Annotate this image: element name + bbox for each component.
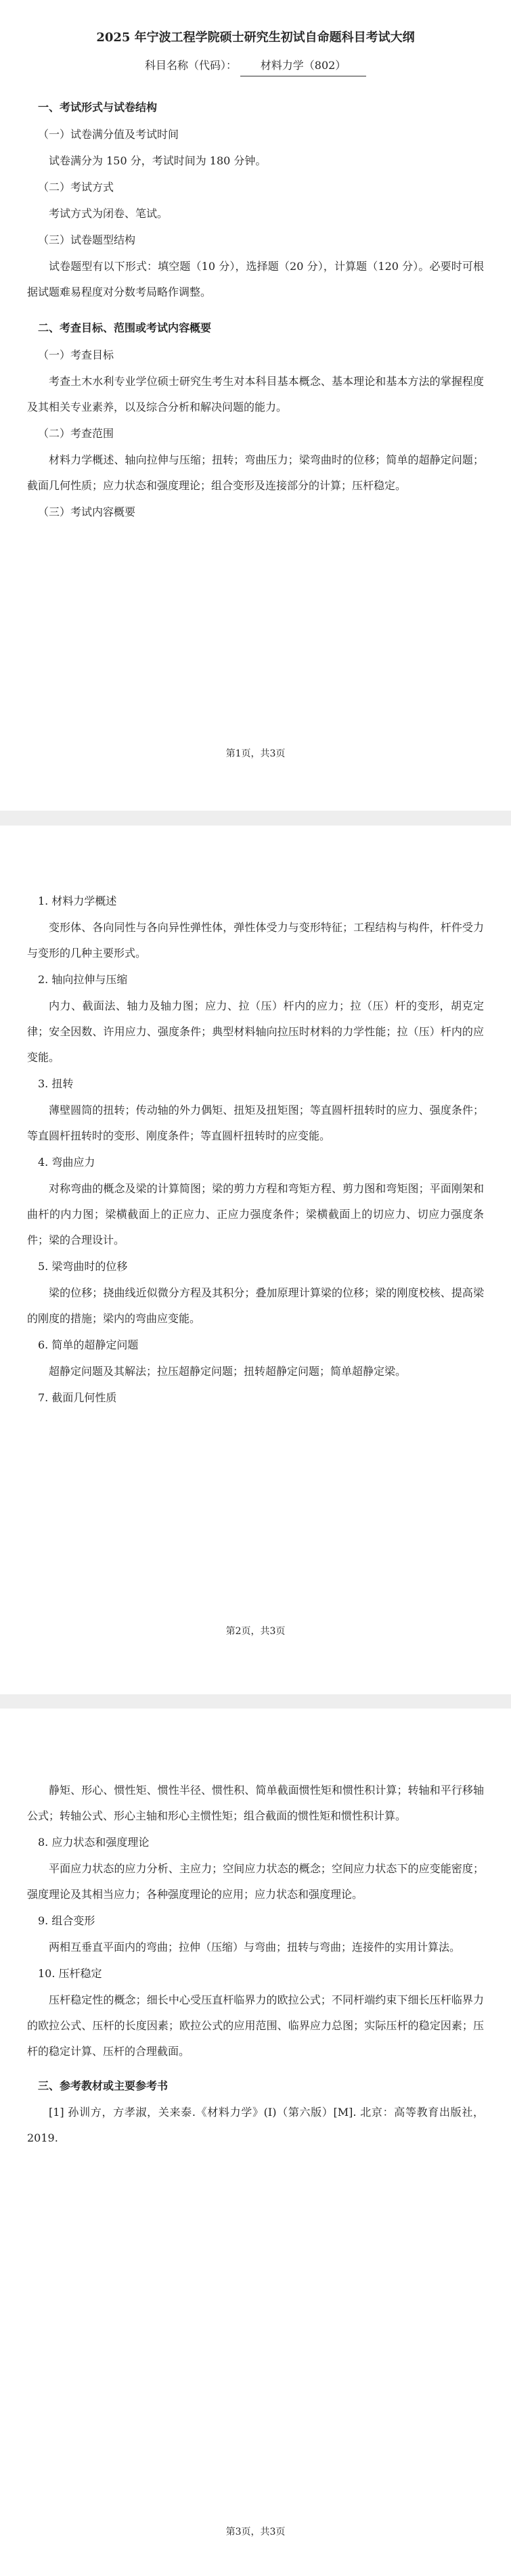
item-10-text: 压杆稳定性的概念；细长中心受压直杆临界力的欧拉公式；不同杆端约束下细长压杆临界力的欧拉公式、压杆的长度因素；欧拉公式的应用范围、临界应力总图；实际压杆的稳定因素；压杆的稳定计算、压杆的合理截面。 xyxy=(27,1993,484,2058)
section-1-2-text: 考试方式为闭卷、笔试。 xyxy=(49,207,169,220)
page-footer: 第3页，共3页 xyxy=(225,2527,286,2537)
section-2-2-text: 材料力学概述、轴向拉伸与压缩；扭转；弯曲压力；梁弯曲时的位移；简单的超静定问题；截面几何性质；应力状态和强度理论；组合变形及连接部分的计算；压杆稳定。 xyxy=(27,453,484,492)
subject-label: 科目名称（代码）： xyxy=(144,59,237,72)
item-4-text: 对称弯曲的概念及梁的计算简图；梁的剪力方程和弯矩方程、剪力图和弯矩图；平面刚架和曲杆的内力图；梁横截面上的正应力、正应力强度条件；梁横截面上的切应力、切应力强度条件；梁的合理设计。 xyxy=(27,1182,484,1246)
page-2 xyxy=(0,826,511,1694)
item-5-text: 梁的位移；挠曲线近似微分方程及其积分；叠加原理计算梁的位移；梁的刚度校核、提高梁的刚度的措施；梁内的弯曲应变能。 xyxy=(27,1286,484,1325)
document-title: 2025 年宁波工程学院硕士研究生初试自命题科目考试大纲 xyxy=(96,30,415,45)
page-1 xyxy=(0,0,511,811)
item-6-text: 超静定问题及其解法；拉压超静定问题；扭转超静定问题；简单超静定梁。 xyxy=(49,1365,407,1378)
page-footer: 第1页，共3页 xyxy=(225,748,286,759)
item-6-heading: 6. 简单的超静定问题 xyxy=(38,1338,139,1351)
item-1-text: 变形体、各向同性与各向异性弹性体，弹性体受力与变形特征；工程结构与构件，杆件受力与变形的几种主要形式。 xyxy=(27,921,484,959)
item-7-heading: 7. 截面几何性质 xyxy=(38,1391,117,1404)
section-2-1-text: 考查土木水利专业学位硕士研究生考生对本科目基本概念、基本理论和基本方法的掌握程度及其相关专业素养，以及综合分析和解决问题的能力。 xyxy=(27,375,484,413)
item-3-heading: 3. 扭转 xyxy=(38,1077,74,1090)
reference-1: [1] 孙训方，方孝淑，关来泰.《材料力学》(I)（第六版）[M]. 北京：高等教育出版社，2019. xyxy=(27,2106,484,2144)
page-footer: 第2页，共3页 xyxy=(225,1626,286,1637)
item-1-heading: 1. 材料力学概述 xyxy=(38,895,117,907)
section-1-1-text: 试卷满分为 150 分，考试时间为 180 分钟。 xyxy=(49,154,267,167)
section-1-3-text: 试卷题型有以下形式：填空题（10 分），选择题（20 分），计算题（120 分）。必要时可根据试题难易程度对分数考局略作调整。 xyxy=(27,260,484,298)
item-2-heading: 2. 轴向拉伸与压缩 xyxy=(38,973,128,986)
item-8-heading: 8. 应力状态和强度理论 xyxy=(38,1836,150,1849)
section-2-1-heading: （一）考查目标 xyxy=(38,348,114,361)
section-1-heading: 一、考试形式与试卷结构 xyxy=(38,101,158,114)
subject-line xyxy=(27,55,484,76)
item-8-text: 平面应力状态的应力分析、主应力；空间应力状态的概念；空间应力状态下的应变能密度；强度理论及其相当应力；各种强度理论的应用；应力状态和强度理论。 xyxy=(27,1862,484,1901)
item-2-text: 内力、截面法、轴力及轴力图；应力、拉（压）杆内的应力；拉（压）杆的变形，胡克定律；安全因数、许用应力、强度条件；典型材料轴向拉压时材料的力学性能；拉（压）杆内的应变能。 xyxy=(27,999,484,1064)
item-4-heading: 4. 弯曲应力 xyxy=(38,1156,95,1169)
section-1-3-heading: （三）试卷题型结构 xyxy=(38,233,136,246)
section-3-heading: 三、参考教材或主要参考书 xyxy=(38,2079,169,2092)
page-3 xyxy=(0,1709,511,2576)
section-2-3-heading: （三）考试内容概要 xyxy=(38,505,136,518)
section-1-1-heading: （一）试卷满分值及考试时间 xyxy=(38,128,179,141)
section-2-2-heading: （二）考查范围 xyxy=(38,427,114,440)
section-1-2-heading: （二）考试方式 xyxy=(38,181,114,194)
item-10-heading: 10. 压杆稳定 xyxy=(38,1967,102,1980)
item-7-text: 静矩、形心、惯性矩、惯性半径、惯性积、简单截面惯性矩和惯性积计算；转轴和平行移轴公式；转轴公式、形心主轴和形心主惯性矩；组合截面的惯性矩和惯性积计算。 xyxy=(27,1784,484,1822)
item-3-text: 薄壁圆筒的扭转；传动轴的外力偶矩、扭矩及扭矩图；等直圆杆扭转时的应力、强度条件；等直圆杆扭转时的变形、刚度条件；等直圆杆扭转时的应变能。 xyxy=(27,1104,484,1142)
subject-value: 材料力学（802） xyxy=(240,55,366,76)
item-5-heading: 5. 梁弯曲时的位移 xyxy=(38,1260,128,1273)
section-2-heading: 二、考查目标、范围或考试内容概要 xyxy=(38,321,212,334)
item-9-heading: 9. 组合变形 xyxy=(38,1914,95,1927)
item-9-text: 两相互垂直平面内的弯曲；拉伸（压缩）与弯曲；扭转与弯曲；连接件的实用计算法。 xyxy=(49,1941,461,1953)
